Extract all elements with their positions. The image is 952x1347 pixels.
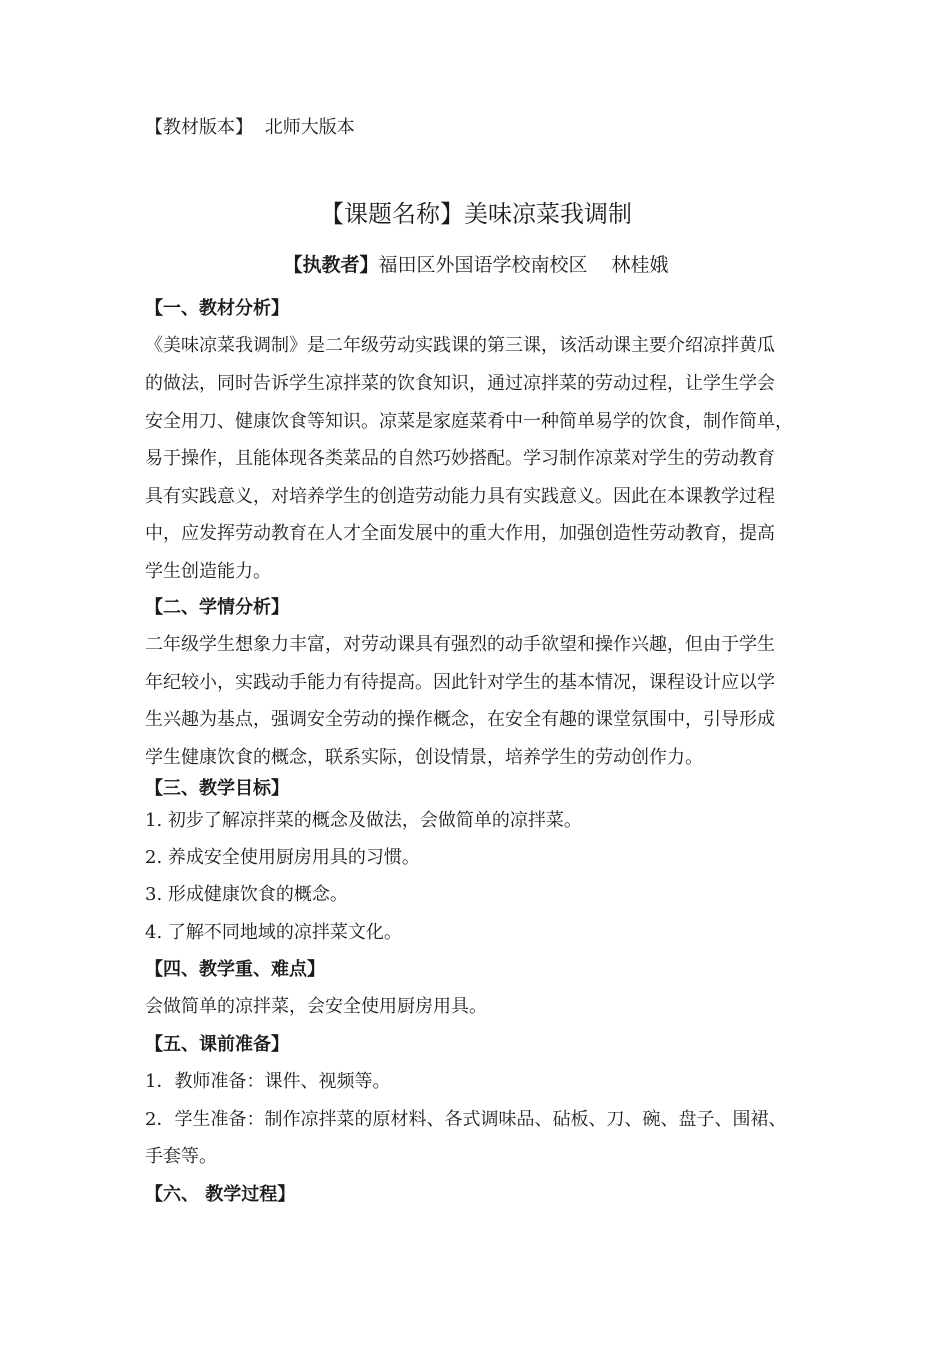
section-heading-3: 【三、教学目标】 [145,778,289,799]
paragraph-line: 学生健康饮食的概念，联系实际，创设情景，培养学生的劳动创作力。 [145,747,703,768]
paragraph-line: 生兴趣为基点，强调安全劳动的操作概念，在安全有趣的课堂氛围中，引导形成 [145,709,775,730]
paragraph-line: 安全用刀、健康饮食等知识。凉菜是家庭菜肴中一种简单易学的饮食，制作简单， [145,411,793,432]
paragraph-line: 会做简单的凉拌菜，会安全使用厨房用具。 [145,996,487,1017]
paragraph-line: 具有实践意义，对培养学生的创造劳动能力具有实践意义。因此在本课教学过程 [145,486,775,507]
section-heading-6: 【六、 教学过程】 [145,1184,296,1205]
edition-value: 北师大版本 [264,117,355,138]
list-item: 3. 形成健康饮食的概念。 [145,884,348,905]
list-item: 1．教师准备：课件、视频等。 [145,1071,391,1092]
section-heading-5: 【五、课前准备】 [145,1034,289,1055]
paragraph-line: 中，应发挥劳动教育在人才全面发展中的重大作用，加强创造性劳动教育，提高 [145,523,775,544]
list-item: 2. 养成安全使用厨房用具的习惯。 [145,847,420,868]
edition-line [145,116,355,140]
section-heading-4: 【四、教学重、难点】 [145,959,325,980]
teacher-label: 【执教者】 [283,254,379,276]
edition-label: 【教材版本】 [145,117,253,138]
teacher-school: 福田区外国语学校南校区 [378,254,588,276]
paragraph-line: 年纪较小，实践动手能力有待提高。因此针对学生的基本情况，课程设计应以学 [145,672,775,693]
paragraph-line: 学生创造能力。 [145,561,271,582]
section-heading-1: 【一、教材分析】 [145,298,289,319]
list-item: 4. 了解不同地域的凉拌菜文化。 [145,922,402,943]
paragraph-line: 《美味凉菜我调制》是二年级劳动实践课的第三课，该活动课主要介绍凉拌黄瓜 [145,335,775,356]
section-heading-2: 【二、学情分析】 [145,597,289,618]
list-item: 2．学生准备：制作凉拌菜的原材料、各式调味品、砧板、刀、碗、盘子、围裙、 [145,1109,787,1130]
page-title: 【课题名称】美味凉菜我调制 [320,200,632,228]
paragraph-line: 的做法，同时告诉学生凉拌菜的饮食知识，通过凉拌菜的劳动过程，让学生学会 [145,373,775,394]
teacher-name: 林桂娥 [611,254,669,276]
list-item: 手套等。 [145,1146,217,1167]
paragraph-line: 易于操作，且能体现各类菜品的自然巧妙搭配。学习制作凉菜对学生的劳动教育 [145,448,775,469]
teacher-line [0,252,952,278]
list-item: 1. 初步了解凉拌菜的概念及做法，会做简单的凉拌菜。 [145,810,582,831]
paragraph-line: 二年级学生想象力丰富，对劳动课具有强烈的动手欲望和操作兴趣，但由于学生 [145,634,775,655]
